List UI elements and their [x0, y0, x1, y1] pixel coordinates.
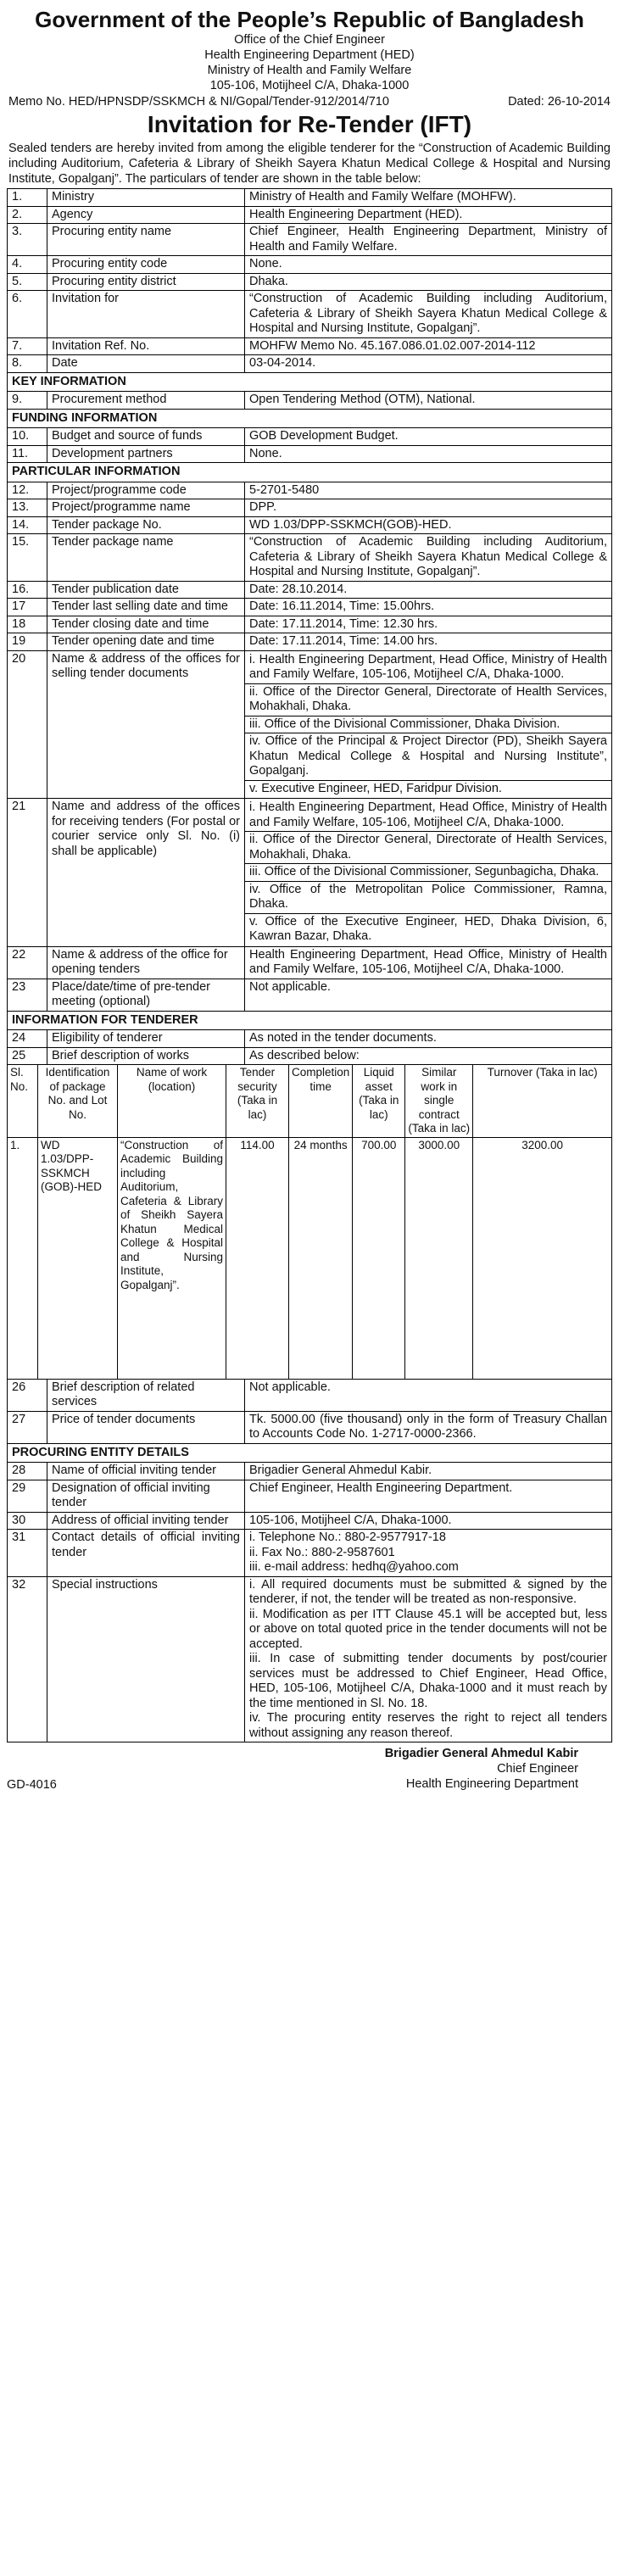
row-label: Price of tender documents	[47, 1411, 245, 1443]
works-header: Identification of package No. and Lot No.	[38, 1065, 118, 1138]
row-value: Open Tendering Method (OTM), National.	[245, 392, 612, 410]
table-row	[8, 946, 612, 979]
row-label: Name & address of the office for opening tenders	[47, 946, 245, 979]
table-row	[8, 189, 612, 207]
row-label: Place/date/time of pre-tender meeting (optional)	[47, 979, 245, 1011]
table-row	[8, 1411, 612, 1443]
table-row	[8, 1480, 612, 1512]
table-row	[8, 224, 612, 256]
row-num: 9.	[8, 392, 47, 410]
works-cell: 24 months	[289, 1137, 353, 1379]
email-line: iii. e-mail address: hedhq@yahoo.com	[249, 1560, 459, 1574]
row-label: Name and address of the offices for receiving tenders (For postal or courier service only Sl. No. (i) shall be applicable)	[47, 799, 245, 947]
table-row	[8, 1379, 612, 1411]
row-value: WD 1.03/DPP-SSKMCH(GOB)-HED.	[245, 516, 612, 534]
row-value: Date: 16.11.2014, Time: 15.00hrs.	[245, 599, 612, 616]
row-num: 3.	[8, 224, 47, 256]
works-cell: 700.00	[353, 1137, 405, 1379]
row-num: 23	[8, 979, 47, 1011]
row-value: As described below:	[245, 1047, 612, 1065]
row-num: 14.	[8, 516, 47, 534]
row-num: 12.	[8, 482, 47, 499]
table-row	[8, 499, 612, 517]
row-label: Procuring entity name	[47, 224, 245, 256]
row-label: Invitation Ref. No.	[47, 337, 245, 355]
memo-number: Memo No. HED/HPNSDP/SSKMCH & NI/Gopal/Tender-912/2014/710	[8, 95, 389, 109]
row-value: Not applicable.	[245, 1379, 612, 1411]
row-value: 03-04-2014.	[245, 355, 612, 373]
row-label: Name & address of the offices for selling tender documents	[47, 650, 245, 799]
receiving-office-item: i. Health Engineering Department, Head Office, Ministry of Health and Family Welfare, 105-106, Motijheel C/A, Dhaka-1000.	[249, 800, 607, 829]
row-label: Tender publication date	[47, 581, 245, 599]
row-num: 18	[8, 616, 47, 633]
table-row	[8, 581, 612, 599]
selling-office-item: v. Executive Engineer, HED, Faridpur Division.	[245, 780, 611, 798]
row-value: “Construction of Academic Building including Auditorium, Cafeteria & Library of Sheikh Sayera Khatun Medical College & Hospital and Nursing Institute, Gopalganj”.	[245, 534, 612, 582]
selling-office-item: ii. Office of the Director General, Directorate of Health Services, Mohakhali, Dhaka.	[245, 683, 611, 716]
row-value: Date: 17.11.2014, Time: 14.00 hrs.	[245, 633, 612, 651]
table-row	[8, 337, 612, 355]
table-row	[8, 650, 612, 799]
row-value: Not applicable.	[245, 979, 612, 1011]
row-num: 20	[8, 650, 47, 799]
office-address: 105-106, Motijheel C/A, Dhaka-1000	[209, 79, 410, 92]
table-row	[8, 1047, 612, 1065]
works-header: Turnover (Taka in lac)	[473, 1065, 612, 1138]
receiving-office-item: ii. Office of the Director General, Directorate of Health Services, Mohakhali, Dhaka.	[245, 831, 611, 863]
office-name: Office of the Chief Engineer	[234, 33, 385, 47]
row-value: Chief Engineer, Health Engineering Department.	[245, 1480, 612, 1512]
row-num: 17	[8, 599, 47, 616]
table-row	[8, 599, 612, 616]
works-header: Completion time	[289, 1065, 353, 1138]
row-value: GOB Development Budget.	[245, 428, 612, 446]
row-label: Brief description of works	[47, 1047, 245, 1065]
row-label: Tender opening date and time	[47, 633, 245, 651]
gd-code: GD-4016	[7, 1778, 57, 1792]
row-num: 27	[8, 1411, 47, 1443]
row-label: Name of official inviting tender	[47, 1463, 245, 1480]
row-num: 28	[8, 1463, 47, 1480]
row-num: 7.	[8, 337, 47, 355]
section-heading: FUNDING INFORMATION	[8, 409, 612, 428]
row-label: Project/programme name	[47, 499, 245, 517]
row-label: Tender closing date and time	[47, 616, 245, 633]
tender-table-procuring	[7, 1379, 612, 1743]
table-row	[8, 445, 612, 463]
works-cell: 3200.00	[473, 1137, 612, 1379]
row-num: 4.	[8, 256, 47, 274]
row-label: Project/programme code	[47, 482, 245, 499]
instruction-item: ii. Modification as per ITT Clause 45.1 will be accepted but, less or above on total quoted price in the tender documents will not be accepted.	[249, 1607, 607, 1651]
instruction-item: iii. In case of submitting tender documents by post/courier services must be addressed to Chief Engineer, Head Office, HED, 105-106, Motijheel C/A, Dhaka-1000 and it must reach by the time mentioned in Sl. No. 18.	[249, 1652, 607, 1710]
row-label: Tender last selling date and time	[47, 599, 245, 616]
row-value: Brigadier General Ahmedul Kabir.	[245, 1463, 612, 1480]
row-label: Tender package No.	[47, 516, 245, 534]
row-value: None.	[245, 445, 612, 463]
section-heading-row	[8, 372, 612, 392]
selling-offices-cell	[245, 650, 612, 799]
tender-table-main	[7, 188, 612, 1065]
row-num: 31	[8, 1530, 47, 1577]
row-num: 8.	[8, 355, 47, 373]
row-label: Special instructions	[47, 1576, 245, 1742]
row-value: DPP.	[245, 499, 612, 517]
row-value: Health Engineering Department (HED).	[245, 206, 612, 224]
row-label: Procurement method	[47, 392, 245, 410]
row-value: None.	[245, 256, 612, 274]
works-header: Name of work (location)	[118, 1065, 226, 1138]
receiving-offices-cell	[245, 799, 612, 947]
row-value: Date: 17.11.2014, Time: 12.30 hrs.	[245, 616, 612, 633]
section-heading-row	[8, 409, 612, 428]
row-value: Health Engineering Department, Head Office, Ministry of Health and Family Welfare, 105-106, Motijheel C/A, Dhaka-1000.	[245, 946, 612, 979]
works-cell: “Construction of Academic Building including Auditorium, Cafeteria & Library of Sheikh Sayera Khatun Medical College & Hospital and Nursing Institute, Gopalganj”.	[118, 1137, 226, 1379]
intro-paragraph: Sealed tenders are hereby invited from among the eligible tenderer for the “Construction of Academic Building including Auditorium, Cafeteria & Library of Sheikh Sayera Khatun Medical College & Hospital and Nursing Institute, Gopalganj”. The particulars of tender are shown in the table below:	[8, 142, 611, 186]
row-label: Date	[47, 355, 245, 373]
table-row	[8, 392, 612, 410]
row-label: Contact details of official inviting tender	[47, 1530, 245, 1577]
section-heading: KEY INFORMATION	[8, 372, 612, 392]
signatory-department: Health Engineering Department	[405, 1777, 578, 1791]
section-heading: INFORMATION FOR TENDERER	[8, 1011, 612, 1030]
row-label: Invitation for	[47, 291, 245, 338]
department-name: Health Engineering Department (HED)	[204, 48, 415, 62]
table-row	[8, 1030, 612, 1048]
section-heading-row	[8, 463, 612, 482]
row-value: As noted in the tender documents.	[245, 1030, 612, 1048]
table-row	[8, 979, 612, 1011]
table-row	[8, 1530, 612, 1577]
works-header: Tender security (Taka in lac)	[226, 1065, 289, 1138]
row-value: Chief Engineer, Health Engineering Department, Ministry of Health and Family Welfare.	[245, 224, 612, 256]
receiving-office-item: iv. Office of the Metropolitan Police Commissioner, Ramna, Dhaka.	[245, 881, 611, 913]
row-value: Ministry of Health and Family Welfare (MOHFW).	[245, 189, 612, 207]
table-row	[8, 616, 612, 633]
section-heading-row	[8, 1443, 612, 1463]
government-title: Government of the People’s Republic of Bangladesh	[35, 7, 584, 32]
row-label: Eligibility of tenderer	[47, 1030, 245, 1048]
row-num: 19	[8, 633, 47, 651]
row-label: Designation of official inviting tender	[47, 1480, 245, 1512]
section-heading: PARTICULAR INFORMATION	[8, 463, 612, 482]
table-row	[8, 534, 612, 582]
row-num: 22	[8, 946, 47, 979]
row-label: Tender package name	[47, 534, 245, 582]
table-row	[8, 355, 612, 373]
memo-line	[8, 95, 611, 109]
works-data-row	[8, 1137, 612, 1379]
section-heading: PROCURING ENTITY DETAILS	[8, 1443, 612, 1463]
works-header: Similar work in single contract (Taka in lac)	[405, 1065, 473, 1138]
signatory-title: Chief Engineer	[497, 1762, 578, 1776]
row-num: 24	[8, 1030, 47, 1048]
ministry-name: Ministry of Health and Family Welfare	[207, 64, 412, 77]
row-num: 13.	[8, 499, 47, 517]
row-label: Brief description of related services	[47, 1379, 245, 1411]
signature-block	[7, 1746, 612, 1776]
works-cell: 114.00	[226, 1137, 289, 1379]
table-row	[8, 1576, 612, 1742]
row-value: Date: 28.10.2014.	[245, 581, 612, 599]
footer	[7, 1776, 612, 1792]
notice-heading: Invitation for Re-Tender (IFT)	[147, 111, 472, 137]
row-num: 10.	[8, 428, 47, 446]
row-num: 32	[8, 1576, 47, 1742]
row-num: 6.	[8, 291, 47, 338]
row-value: 105-106, Motijheel C/A, Dhaka-1000.	[245, 1512, 612, 1530]
row-value: Tk. 5000.00 (five thousand) only in the form of Treasury Challan to Accounts Code No. 1-2717-0000-2366.	[245, 1411, 612, 1443]
row-num: 5.	[8, 273, 47, 291]
row-num: 15.	[8, 534, 47, 582]
table-row	[8, 799, 612, 947]
row-num: 29	[8, 1480, 47, 1512]
table-row	[8, 482, 612, 499]
row-num: 11.	[8, 445, 47, 463]
section-heading-row	[8, 1011, 612, 1030]
works-cell: 3000.00	[405, 1137, 473, 1379]
special-instructions-cell	[245, 1576, 612, 1742]
row-label: Procuring entity code	[47, 256, 245, 274]
receiving-office-item: v. Office of the Executive Engineer, HED, Dhaka Division, 6, Kawran Bazar, Dhaka.	[245, 913, 611, 945]
row-label: Procuring entity district	[47, 273, 245, 291]
tender-notice	[7, 0, 612, 1792]
row-num: 30	[8, 1512, 47, 1530]
table-row	[8, 256, 612, 274]
row-label: Ministry	[47, 189, 245, 207]
table-row	[8, 273, 612, 291]
table-row	[8, 1463, 612, 1480]
works-cell: 1.	[8, 1137, 38, 1379]
selling-office-item: iii. Office of the Divisional Commissioner, Dhaka Division.	[245, 716, 611, 733]
table-row	[8, 206, 612, 224]
row-label: Address of official inviting tender	[47, 1512, 245, 1530]
row-label: Budget and source of funds	[47, 428, 245, 446]
row-num: 25	[8, 1047, 47, 1065]
row-num: 16.	[8, 581, 47, 599]
table-row	[8, 516, 612, 534]
row-label: Development partners	[47, 445, 245, 463]
row-value: MOHFW Memo No. 45.167.086.01.02.007-2014-112	[245, 337, 612, 355]
contact-cell	[245, 1530, 612, 1577]
row-num: 1.	[8, 189, 47, 207]
works-header: Liquid asset (Taka in lac)	[353, 1065, 405, 1138]
instruction-item: i. All required documents must be submitted & signed by the tenderer, if not, the tender will be treated as non-responsive.	[249, 1577, 607, 1606]
table-row	[8, 428, 612, 446]
selling-office-item: i. Health Engineering Department, Head Office, Ministry of Health and Family Welfare, 105-106, Motijheel C/A, Dhaka-1000.	[249, 652, 607, 681]
row-num: 2.	[8, 206, 47, 224]
telephone-line: i. Telephone No.: 880-2-9577917-18	[249, 1531, 446, 1544]
signatory-name: Brigadier General Ahmedul Kabir	[384, 1747, 578, 1760]
row-label: Agency	[47, 206, 245, 224]
row-value: “Construction of Academic Building including Auditorium, Cafeteria & Library of Sheikh Sayera Khatun Medical College & Hospital and Nursing Institute, Gopalganj”.	[245, 291, 612, 338]
instruction-item: iv. The procuring entity reserves the right to reject all tenders without assigning any reason thereof.	[249, 1711, 607, 1740]
table-row	[8, 633, 612, 651]
table-row	[8, 1512, 612, 1530]
selling-office-item: iv. Office of the Principal & Project Director (PD), Sheikh Sayera Khatun Medical College & Hospital and Nursing Institute”, Gopalganj.	[245, 733, 611, 780]
works-header: Sl. No.	[8, 1065, 38, 1138]
works-header-row	[8, 1065, 612, 1138]
works-cell: WD 1.03/DPP-SSKMCH (GOB)-HED	[38, 1137, 118, 1379]
row-value: 5-2701-5480	[245, 482, 612, 499]
receiving-office-item: iii. Office of the Divisional Commissioner, Segunbagicha, Dhaka.	[245, 863, 611, 881]
works-table	[7, 1064, 612, 1380]
row-num: 21	[8, 799, 47, 947]
row-value: Dhaka.	[245, 273, 612, 291]
fax-line: ii. Fax No.: 880-2-9587601	[249, 1545, 395, 1559]
row-num: 26	[8, 1379, 47, 1411]
memo-date: Dated: 26-10-2014	[508, 95, 611, 109]
table-row	[8, 291, 612, 338]
